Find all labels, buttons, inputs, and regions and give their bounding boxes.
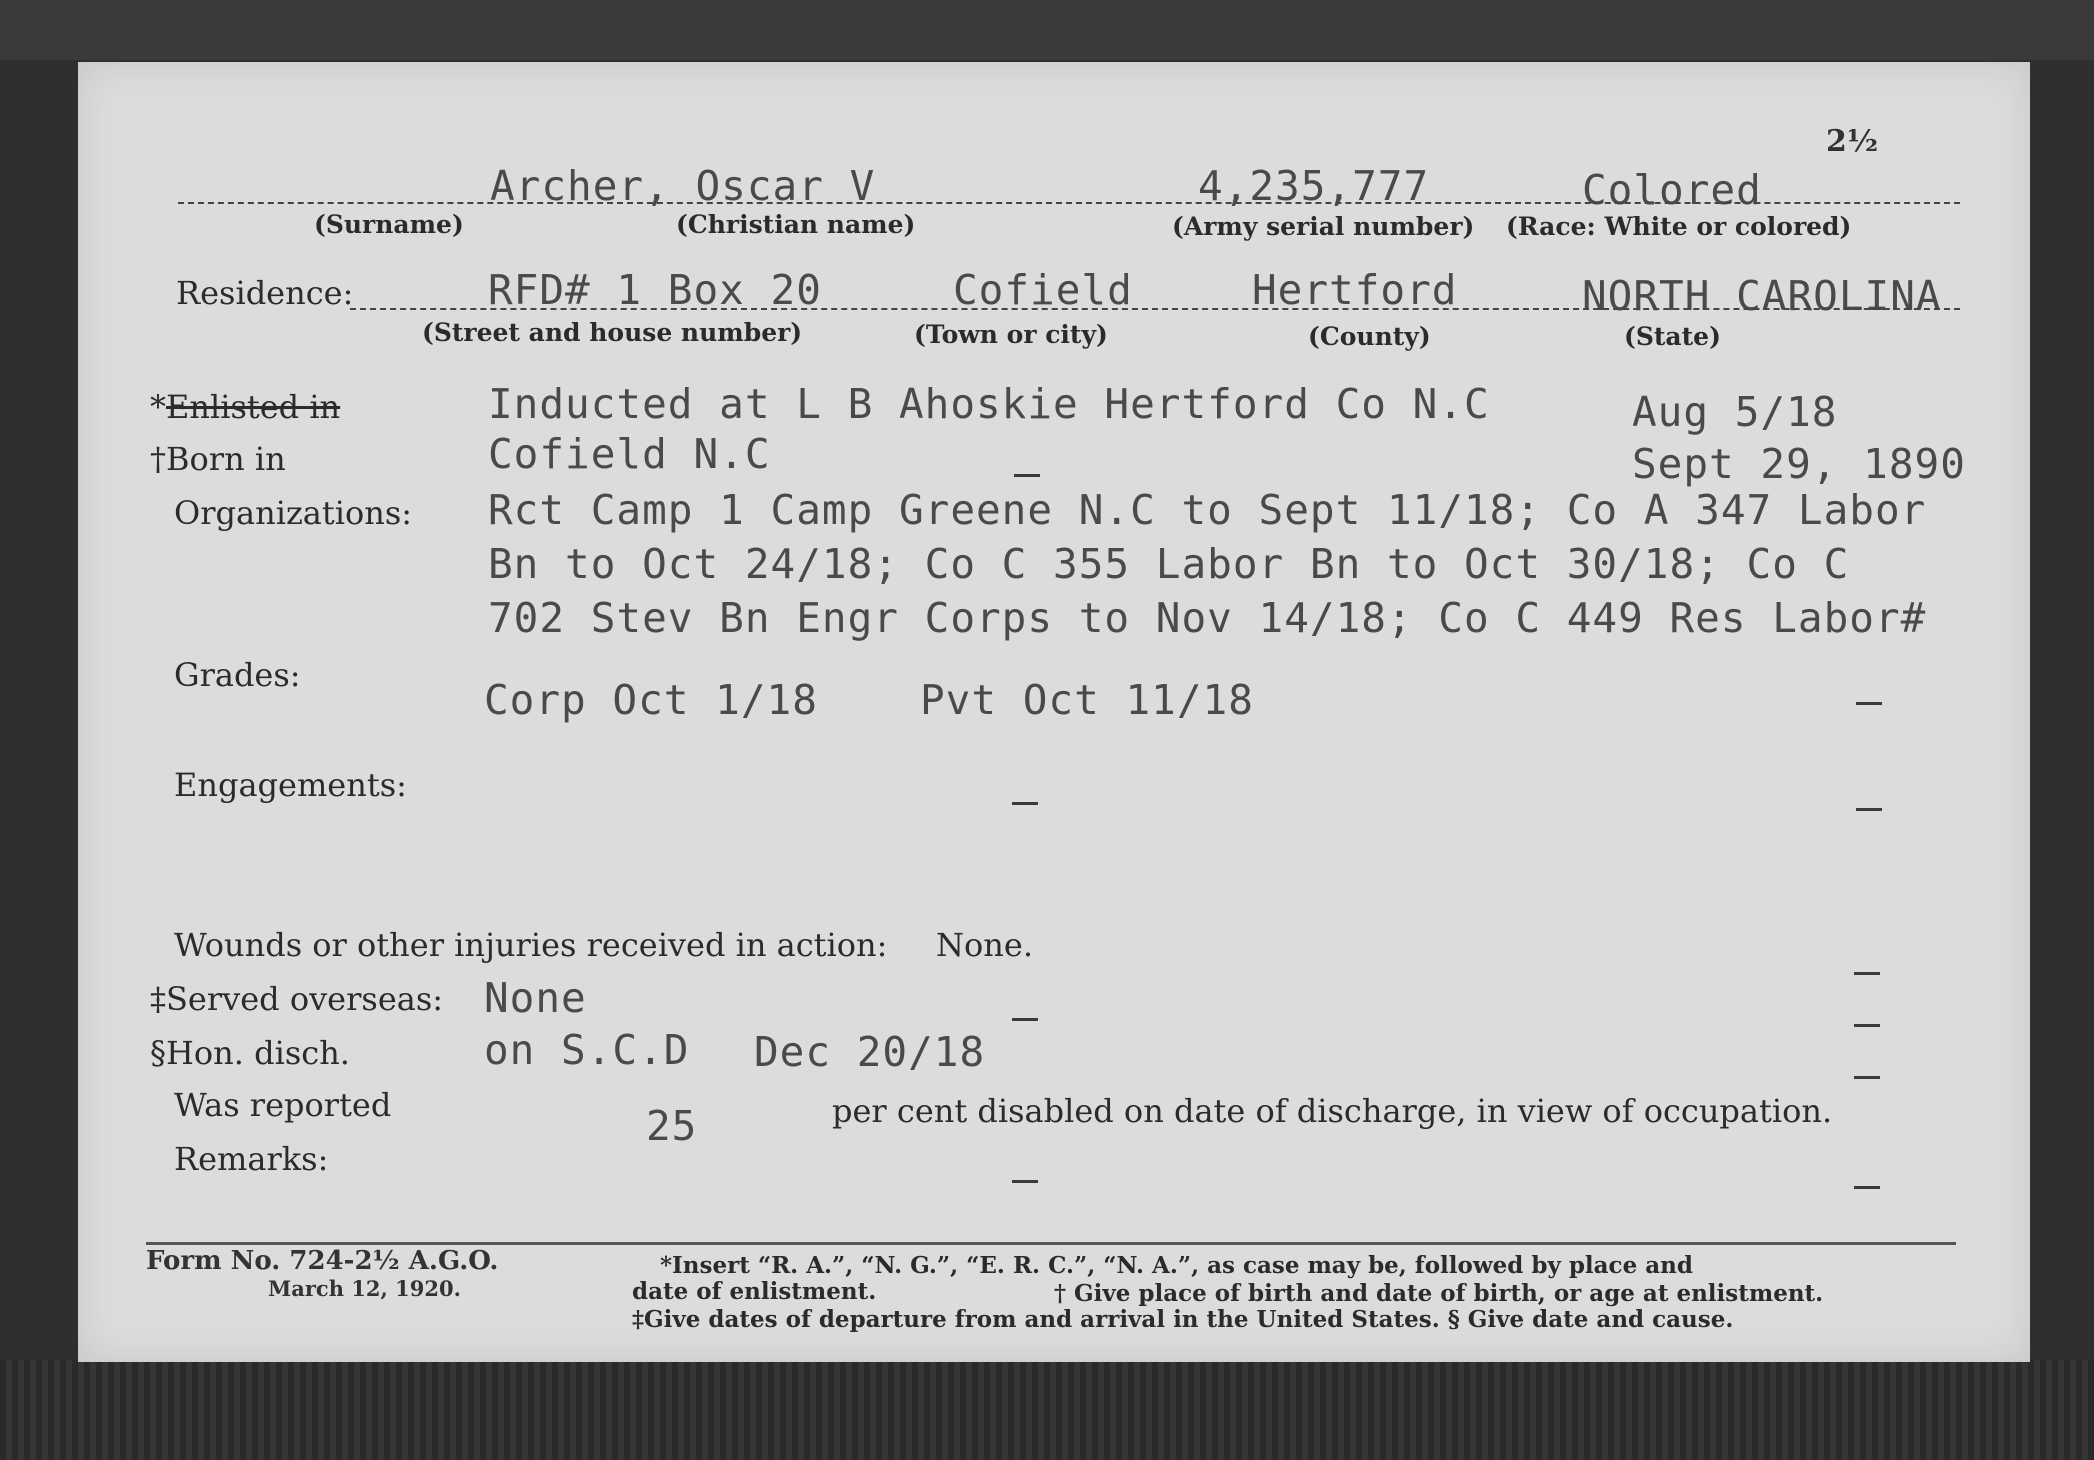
grade-1: Corp Oct 1/18 — [484, 676, 818, 724]
reported-label: Was reported — [174, 1086, 392, 1124]
scan-border-bottom — [0, 1360, 2094, 1460]
grade-2: Pvt Oct 11/18 — [920, 676, 1254, 724]
born-label: †Born in — [150, 440, 286, 478]
enlisted-place: Inducted at L B Ahoskie Hertford Co N.C — [488, 380, 1490, 428]
blank-mark — [1854, 1024, 1880, 1027]
discharge-date: Dec 20/18 — [754, 1028, 986, 1076]
christian-name-caption: (Christian name) — [676, 210, 916, 239]
enlisted-asterisk: * — [150, 388, 166, 426]
state-caption: (State) — [1624, 322, 1721, 351]
wounds-label: Wounds or other injuries received in action: — [174, 926, 888, 964]
blank-mark — [1856, 702, 1882, 705]
served-overseas-value: None — [484, 974, 587, 1022]
blank-mark — [1012, 1018, 1038, 1021]
town-caption: (Town or city) — [914, 320, 1108, 349]
form-number: Form No. 724-2½ A.G.O. — [146, 1246, 499, 1276]
race-value: Colored — [1582, 166, 1762, 214]
scan-border-top — [0, 0, 2094, 60]
blank-mark — [1014, 474, 1040, 477]
wounds-value: None. — [936, 926, 1033, 964]
residence-town: Cofield — [953, 266, 1133, 314]
footnote-line-3: ‡Give dates of departure from and arrival in the United States. § Give date and cause. — [632, 1306, 1734, 1333]
engagements-label: Engagements: — [174, 766, 407, 804]
residence-line — [350, 308, 1960, 310]
blank-mark — [1012, 802, 1038, 805]
organizations-line-1: Rct Camp 1 Camp Greene N.C to Sept 11/18; Co A 347 Labor — [488, 486, 1927, 534]
surname-caption: (Surname) — [314, 210, 464, 239]
discharge-type: on S.C.D — [484, 1026, 690, 1074]
footnote-line-2b: † Give place of birth and date of birth, or age at enlistment. — [1054, 1280, 1824, 1307]
blank-mark — [1856, 808, 1882, 811]
surname-value: Archer, Oscar V — [490, 162, 876, 210]
organizations-line-2: Bn to Oct 24/18; Co C 355 Labor Bn to Oct 30/18; Co C — [488, 540, 1850, 588]
form-date: March 12, 1920. — [268, 1276, 461, 1301]
footer-rule — [146, 1242, 1956, 1245]
serial-number-value: 4,235,777 — [1198, 162, 1430, 210]
disabled-percent: 25 — [646, 1102, 698, 1150]
residence-street: RFD# 1 Box 20 — [488, 266, 822, 314]
footnote-line-1: *Insert “R. A.”, “N. G.”, “E. R. C.”, “N. A.”, as case may be, followed by place and — [660, 1252, 1693, 1279]
organizations-label: Organizations: — [174, 494, 413, 532]
born-date: Sept 29, 1890 — [1632, 440, 1966, 488]
enlisted-label — [150, 388, 340, 426]
served-overseas-label: ‡Served overseas: — [150, 980, 444, 1018]
corner-number: 2½ — [1826, 124, 1879, 159]
organizations-line-3: 702 Stev Bn Engr Corps to Nov 14/18; Co C 449 Res Labor# — [488, 594, 1927, 642]
county-caption: (County) — [1308, 322, 1431, 351]
service-record-card — [78, 62, 2030, 1362]
residence-label: Residence: — [176, 274, 354, 312]
residence-county: Hertford — [1252, 266, 1458, 314]
grades-label: Grades: — [174, 656, 301, 694]
serial-caption: (Army serial number) — [1172, 212, 1475, 241]
discharge-label: §Hon. disch. — [150, 1034, 350, 1072]
footnote-line-2a: date of enlistment. — [632, 1278, 877, 1305]
enlisted-text: Enlisted in — [166, 388, 341, 426]
street-caption: (Street and house number) — [422, 318, 803, 347]
name-line — [178, 202, 1960, 204]
blank-mark — [1854, 1076, 1880, 1079]
disabled-text: per cent disabled on date of discharge, in view of occupation. — [832, 1092, 1833, 1130]
born-place: Cofield N.C — [488, 430, 771, 478]
race-caption: (Race: White or colored) — [1506, 212, 1852, 241]
blank-mark — [1854, 1186, 1880, 1189]
blank-mark — [1012, 1180, 1038, 1183]
remarks-label: Remarks: — [174, 1140, 329, 1178]
residence-state: NORTH CAROLINA — [1582, 272, 1942, 320]
enlisted-date: Aug 5/18 — [1632, 388, 1838, 436]
blank-mark — [1854, 972, 1880, 975]
